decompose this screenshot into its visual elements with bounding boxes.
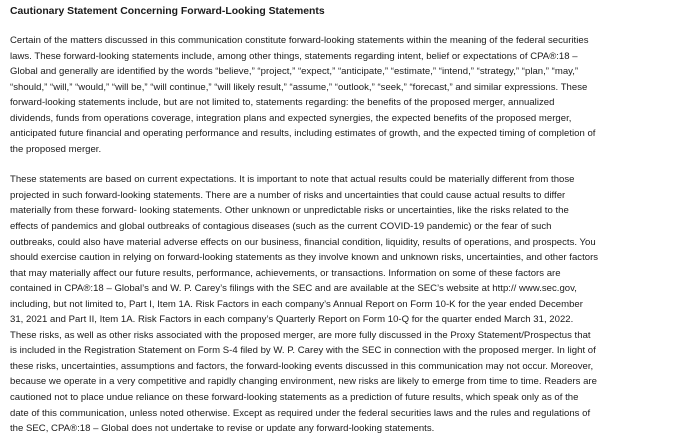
section-heading: Cautionary Statement Concerning Forward-Looking Statements	[10, 6, 325, 17]
paragraph-line: forward-looking statements include, but are not limited to, statements regarding: the benefits of the proposed merger, annualized	[10, 97, 555, 109]
paragraph-line: These risks, as well as other risks associated with the proposed merger, are more fully discussed in the Proxy Statement/Prospectus that	[10, 329, 591, 341]
paragraph-line: cautioned not to place undue reliance on these forward-looking statements as a prediction of future results, which speak only as of the	[10, 392, 579, 404]
paragraph-line: the SEC, CPA®:18 – Global does not undertake to revise or update any forward-looking statements.	[10, 423, 435, 435]
paragraph-line: Certain of the matters discussed in this communication constitute forward-looking statements within the meaning of the federal securities	[10, 35, 589, 46]
paragraph-line: these risks, uncertainties, assumptions and factors, the forward-looking events discussed in this communication may not occur. Moreover,	[10, 360, 594, 372]
paragraph-line: anticipated future financial and operating performance and results, including estimates of growth, and the expected timing of completion of	[10, 128, 596, 140]
paragraph-risks-and-uncertainties	[10, 172, 674, 436]
paragraph-line: should exercise caution in relying on forward-looking statements as they involve known and unknown risks, uncertainties, and other factors	[10, 252, 599, 264]
paragraph-forward-looking-definition	[10, 33, 674, 157]
paragraph-line: 31, 2021 and Part II, Item 1A. Risk Factors in each company’s Quarterly Report on Form 10-Q for the quarter ended March 31, 2022.	[10, 314, 574, 326]
paragraph-line: dividends, funds from operations coverage, integration plans and expected synergies, the expected benefits of the proposed merger,	[10, 112, 572, 124]
paragraph-line: outbreaks, could also have material adverse effects on our business, financial condition, liquidity, results of operations, and prospects. You	[10, 236, 596, 248]
paragraph-line: laws. These forward-looking statements include, among other things, statements regarding intent, belief or expectations of CPA®:18 –	[10, 50, 578, 62]
paragraph-line: the proposed merger.	[10, 143, 102, 155]
paragraph-line: projected in such forward-looking statements. There are a number of risks and uncertainties that could cause actual results to differ	[10, 189, 566, 201]
paragraph-line: is included in the Registration Statement on Form S-4 filed by W. P. Carey with the SEC in connection with the proposed merger. In light of	[10, 345, 596, 357]
paragraph-line: date of this communication, unless noted otherwise. Except as required under the federal securities laws and the rules and regulations of	[10, 407, 591, 419]
paragraph-line: because we operate in a very competitive and rapidly changing environment, new risks are likely to emerge from time to time. Readers are	[10, 376, 597, 388]
paragraph-line: Global and generally are identified by the words “believe,” “project,” “expect,” “anticipate,” “estimate,” “intend,” “strategy,” “plan,” “may,”	[10, 66, 579, 78]
paragraph-line: materially from these forward- looking statements. Other unknown or unpredictable risks or uncertainties, like the risks related to the	[10, 205, 569, 217]
paragraph-line: that may materially affect our future results, performance, achievements, or transactions. Information on some of these factors are	[10, 267, 561, 279]
paragraph-line: including, but not limited to, Part I, Item 1A. Risk Factors in each company’s Annual Report on Form 10-K for the year ended December	[10, 298, 583, 310]
paragraph-line: contained in CPA®:18 – Global’s and W. P. Carey’s filings with the SEC and are available at the SEC’s website at http:// www.sec.gov,	[10, 283, 577, 295]
paragraph-line: effects of pandemics and global outbreaks of contagious diseases (such as the current COVID-19 pandemic) or the fear of such	[10, 221, 552, 233]
paragraph-line: “should,” “will,” “would,” “will be,” “will continue,” “will likely result,” “assume,” “outlook,” “seek,” “forecast,” and similar expressions. These	[10, 81, 588, 93]
paragraph-line: These statements are based on current expectations. It is important to note that actual results could be materially different from those	[10, 174, 575, 186]
